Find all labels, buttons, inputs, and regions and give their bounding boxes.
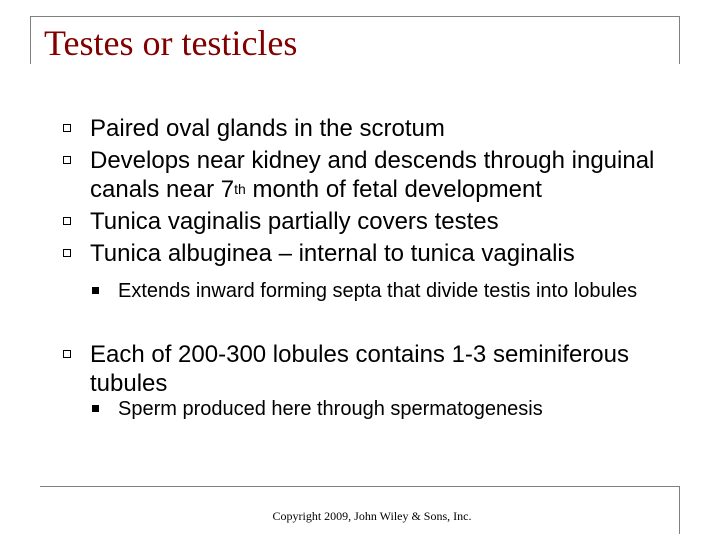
sub-bullet-item [118, 398, 678, 420]
bullet-item [90, 340, 710, 398]
title-frame-top-line [30, 16, 680, 17]
hollow-square-bullet-icon [63, 217, 71, 225]
bullet-text: Tunica vaginalis partially covers testes [90, 208, 499, 235]
footer-divider [40, 486, 680, 487]
sub-bullet-text: Sperm produced here through spermatogenesis [118, 398, 543, 420]
bullet-item [90, 114, 710, 143]
bullet-text: Tunica albuginea – internal to tunica vaginalis [90, 240, 575, 267]
hollow-square-bullet-icon [63, 249, 71, 257]
hollow-square-bullet-icon [63, 156, 71, 164]
bullet-text: Paired oval glands in the scrotum [90, 115, 445, 142]
sub-bullet-text: Extends inward forming septa that divide testis into lobules [118, 280, 638, 302]
filled-square-bullet-icon [92, 287, 99, 294]
title-frame-right-line [679, 16, 680, 64]
superscript-text: th [234, 181, 246, 197]
title-frame-left-line [30, 16, 31, 64]
footer [0, 509, 720, 524]
hollow-square-bullet-icon [63, 350, 71, 358]
copyright-text: Copyright 2009, John Wiley & Sons, Inc. [272, 509, 472, 523]
sub-bullet-item [118, 280, 678, 302]
slide-title: Testes or testicles [44, 23, 298, 63]
bullet-text: month of fetal development [245, 176, 542, 203]
bullet-text: Each of 200-300 lobules contains 1-3 seminiferous tubules [90, 341, 629, 397]
hollow-square-bullet-icon [63, 124, 71, 132]
filled-square-bullet-icon [92, 405, 99, 412]
bullet-text: Develops near kidney and descends through inguinal canals near 7 [90, 147, 655, 203]
bullet-item [90, 146, 710, 204]
bullet-item [90, 239, 710, 268]
bullet-item [90, 207, 710, 236]
